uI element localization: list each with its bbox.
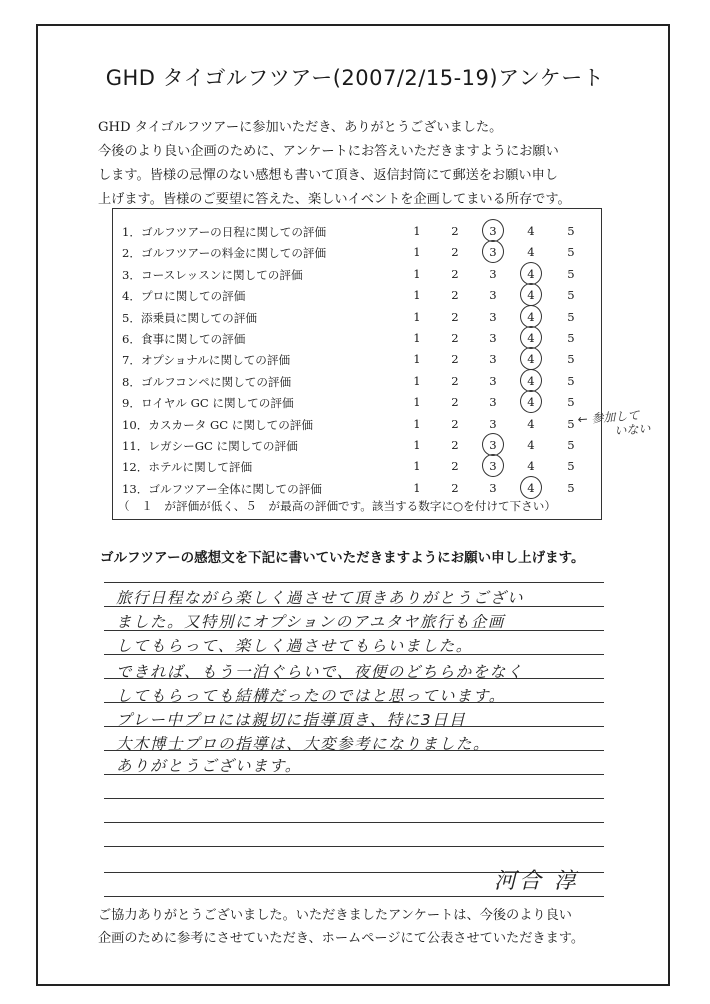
rating-item-label: 5．添乗員に関しての評価 — [122, 310, 257, 325]
intro-line: します。皆様の忌憚のない感想も書いて頂き、返信封筒にて郵送をお願い申し — [98, 168, 558, 183]
rating-option[interactable]: 5 — [567, 438, 575, 452]
rating-option[interactable]: 1 — [413, 224, 421, 238]
rating-row — [114, 434, 604, 456]
rating-option[interactable]: 2 — [451, 352, 459, 367]
rating-row — [114, 306, 604, 328]
circled-mark — [482, 433, 504, 456]
rating-option[interactable]: 4 — [527, 480, 535, 495]
rating-option[interactable]: 2 — [451, 459, 459, 474]
ruled-line — [104, 582, 604, 583]
rating-row — [114, 327, 604, 349]
rating-item-label: 1．ゴルフツアーの日程に関しての評価 — [122, 225, 327, 239]
rating-option[interactable]: 3 — [489, 245, 497, 260]
handwritten-note — [577, 408, 651, 441]
rating-option[interactable]: 3 — [489, 438, 497, 452]
rating-option[interactable]: 4 — [527, 309, 535, 324]
rating-option[interactable]: 5 — [567, 480, 575, 495]
rating-option[interactable]: 4 — [527, 416, 535, 431]
rating-option[interactable]: 3 — [489, 331, 497, 345]
signature: 河合 淳 — [494, 869, 579, 894]
rating-option[interactable]: 3 — [489, 395, 497, 410]
rating-option[interactable]: 1 — [413, 438, 421, 452]
rating-option[interactable]: 4 — [527, 459, 535, 474]
comment-line: 大木博士プロの指導は、大変参考になりました。 — [116, 735, 491, 753]
intro-paragraph — [98, 116, 638, 212]
rating-option[interactable]: 5 — [567, 309, 575, 324]
rating-option[interactable]: 2 — [451, 438, 459, 452]
intro-line: GHD タイゴルフツアーに参加いただき、ありがとうございました。 — [98, 120, 503, 135]
rating-option[interactable]: 3 — [489, 416, 497, 431]
rating-row — [114, 477, 604, 499]
rating-option[interactable]: 5 — [567, 373, 575, 388]
rating-option[interactable]: 4 — [527, 245, 535, 260]
circled-mark — [520, 390, 542, 413]
rating-option[interactable]: 3 — [489, 352, 497, 367]
closing-text — [98, 904, 584, 950]
rating-option[interactable]: 1 — [413, 245, 421, 260]
survey-title: GHD タイゴルフツアー(2007/2/15-19)アンケート — [105, 66, 605, 90]
rating-item-label: 3．コースレッスンに関しての評価 — [122, 267, 303, 282]
circled-mark — [482, 219, 504, 242]
rating-option[interactable]: 5 — [567, 266, 575, 281]
note-line: いない — [614, 421, 651, 438]
rating-option[interactable]: 4 — [527, 438, 535, 452]
rating-option[interactable]: 1 — [413, 416, 421, 431]
circled-mark — [520, 326, 542, 349]
ruled-line — [104, 798, 604, 799]
rating-item-label: 4．プロに関しての評価 — [122, 289, 246, 304]
rating-option[interactable]: 5 — [567, 224, 575, 238]
rating-option[interactable]: 4 — [527, 288, 535, 303]
circled-mark — [520, 347, 542, 370]
rating-row — [114, 370, 604, 392]
circled-mark — [520, 283, 542, 306]
circled-mark — [482, 240, 504, 263]
rating-option[interactable]: 4 — [527, 395, 535, 410]
circled-mark — [520, 305, 542, 328]
ruled-line — [104, 846, 604, 847]
comment-line: ありがとうございます。 — [116, 757, 302, 775]
rating-item-label: 6．食事に関しての評価 — [122, 332, 246, 346]
circled-mark — [520, 369, 542, 392]
rating-item-label: 2．ゴルフツアーの料金に関しての評価 — [122, 246, 327, 261]
rating-option[interactable]: 1 — [413, 309, 421, 324]
rating-option[interactable]: 1 — [413, 480, 421, 495]
rating-option[interactable]: 5 — [567, 245, 575, 260]
rating-row — [114, 220, 604, 242]
rating-option[interactable]: 1 — [413, 373, 421, 388]
rating-option[interactable]: 4 — [527, 224, 535, 238]
rating-item-label: 7．オプショナルに関しての評価 — [122, 353, 291, 368]
comment-line: プレー中プロには親切に指導頂き、特に3日目 — [116, 711, 467, 729]
rating-option[interactable]: 5 — [567, 331, 575, 345]
ruled-line — [104, 822, 604, 823]
rating-option[interactable]: 3 — [489, 224, 497, 238]
rating-row — [114, 263, 604, 285]
rating-option[interactable]: 1 — [413, 266, 421, 281]
rating-option[interactable]: 1 — [413, 459, 421, 474]
comment-line: ました。又特別にオプションのアユタヤ旅行も企画 — [116, 613, 505, 631]
rating-option[interactable]: 1 — [413, 331, 421, 345]
rating-option[interactable]: 3 — [489, 266, 497, 281]
rating-item-label: 10．カスカータ GC に関しての評価 — [122, 417, 313, 432]
rating-option[interactable]: 2 — [451, 416, 459, 431]
circled-mark — [520, 262, 542, 285]
rating-option[interactable]: 2 — [451, 309, 459, 324]
intro-line: 今後のより良い企画のために、アンケートにお答えいただきますようにお願い — [98, 144, 559, 159]
rating-footnote: （ １ が評価が低く、５ が最高の評価です。該当する数字に○を付けて下さい） — [118, 499, 556, 513]
note-line: ← 参加して — [577, 408, 640, 427]
rating-option[interactable]: 2 — [451, 395, 459, 410]
rating-option[interactable]: 2 — [451, 331, 459, 345]
rating-option[interactable]: 3 — [489, 309, 497, 324]
rating-item-label: 8．ゴルフコンペに関しての評価 — [122, 374, 292, 389]
rating-option[interactable]: 5 — [567, 395, 575, 410]
rating-option[interactable]: 2 — [451, 245, 459, 260]
rating-option[interactable]: 2 — [451, 266, 459, 281]
rating-option[interactable]: 1 — [413, 288, 421, 303]
closing-line: 企画のために参考にさせていただき、ホームページにて公表させていただきます。 — [98, 931, 585, 946]
rating-option[interactable]: 1 — [413, 395, 421, 410]
comment-line: してもらって、楽しく過させてもらいました。 — [116, 637, 473, 655]
rating-row — [114, 284, 604, 306]
rating-option[interactable]: 2 — [451, 480, 459, 495]
rating-option[interactable]: 2 — [451, 224, 459, 238]
rating-option[interactable]: 2 — [451, 288, 459, 303]
circled-mark — [520, 476, 542, 499]
intro-line: 上げます。皆様のご要望に答えた、楽しいイベントを企画してまいる所存です。 — [98, 192, 571, 207]
rating-item-label: 12．ホテルに関して評価 — [122, 460, 253, 475]
rating-row — [114, 348, 604, 370]
comment-line: 旅行日程ながら楽しく過させて頂きありがとうござい — [116, 589, 525, 607]
rating-option[interactable]: 4 — [527, 331, 535, 345]
rating-option[interactable]: 3 — [489, 480, 497, 495]
rating-option[interactable]: 1 — [413, 352, 421, 367]
comment-prompt: ゴルフツアーの感想文を下記に書いていただきますようにお願い申し上げます。 — [100, 550, 585, 566]
closing-line: ご協力ありがとうございました。いただきましたアンケートは、今後のより良い — [98, 908, 572, 923]
rating-option[interactable]: 3 — [489, 288, 497, 303]
rating-option[interactable]: 5 — [567, 288, 575, 303]
rating-row — [114, 241, 604, 263]
rating-option[interactable]: 5 — [567, 416, 575, 431]
rating-option[interactable]: 3 — [489, 373, 497, 388]
rating-row — [114, 413, 604, 435]
rating-option[interactable]: 3 — [489, 459, 497, 474]
rating-option[interactable]: 4 — [527, 352, 535, 367]
circled-mark — [482, 454, 504, 477]
comment-line: できれば、もう一泊ぐらいで、夜便のどちらかをなく — [116, 663, 524, 681]
rating-option[interactable]: 5 — [567, 459, 575, 474]
rating-row — [114, 391, 604, 413]
rating-item-label: 9．ロイヤル GC に関しての評価 — [122, 396, 294, 411]
rating-option[interactable]: 4 — [527, 373, 535, 388]
comment-line: してもらっても結構だったのではと思っています。 — [116, 687, 506, 705]
ruled-line — [104, 896, 604, 897]
rating-item-label: 11．レガシーGC に関しての評価 — [122, 439, 298, 453]
rating-row — [114, 455, 604, 477]
rating-option[interactable]: 5 — [567, 352, 575, 367]
rating-option[interactable]: 4 — [527, 266, 535, 281]
rating-item-label: 13．ゴルフツアー全体に関しての評価 — [122, 481, 322, 496]
rating-option[interactable]: 2 — [451, 373, 459, 388]
